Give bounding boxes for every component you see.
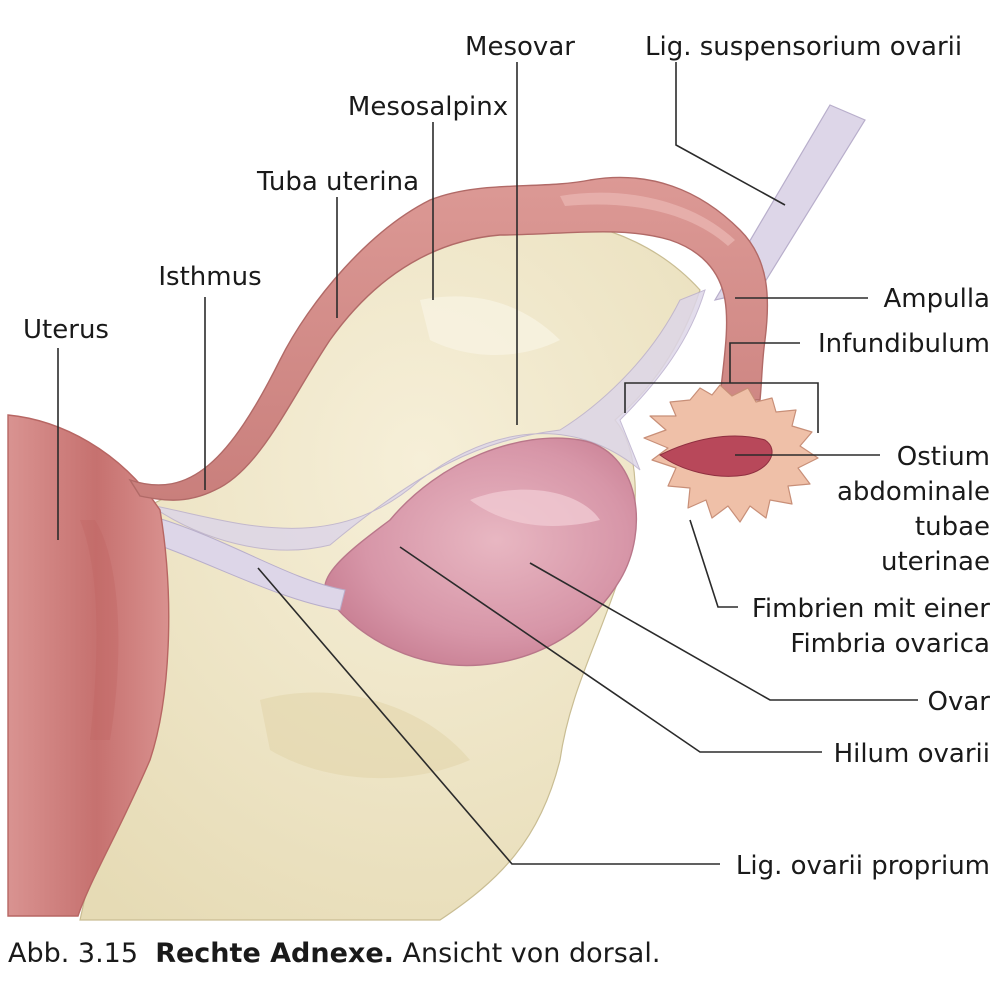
label-ostium-3: tubae (914, 512, 990, 542)
leader-fimbrien (690, 520, 738, 607)
label-lig-suspensorium: Lig. suspensorium ovarii (645, 32, 963, 62)
label-mesovar: Mesovar (465, 32, 575, 62)
caption-number: Abb. 3.15 (8, 938, 139, 969)
label-tuba-uterina: Tuba uterina (256, 167, 420, 197)
label-ovar: Ovar (927, 687, 990, 717)
label-uterus: Uterus (23, 315, 109, 345)
figure-caption (8, 938, 660, 969)
label-fimbrien-2: Fimbria ovarica (790, 629, 990, 659)
caption-text: Ansicht von dorsal. (402, 938, 661, 969)
label-hilum: Hilum ovarii (833, 739, 990, 769)
label-fimbrien-1: Fimbrien mit einer (751, 594, 990, 624)
label-lig-ovarii: Lig. ovarii proprium (735, 851, 990, 881)
label-infundibulum: Infundibulum (818, 329, 990, 359)
label-ostium-4: uterinae (881, 547, 990, 577)
caption-title: Rechte Adnexe. (155, 938, 394, 969)
leader-lig-suspensorium (676, 62, 785, 205)
label-ostium-1: Ostium (896, 442, 990, 472)
label-isthmus: Isthmus (158, 262, 262, 292)
label-ostium-2: abdominale (836, 477, 990, 507)
label-mesosalpinx: Mesosalpinx (347, 92, 509, 122)
label-ampulla: Ampulla (883, 284, 990, 314)
